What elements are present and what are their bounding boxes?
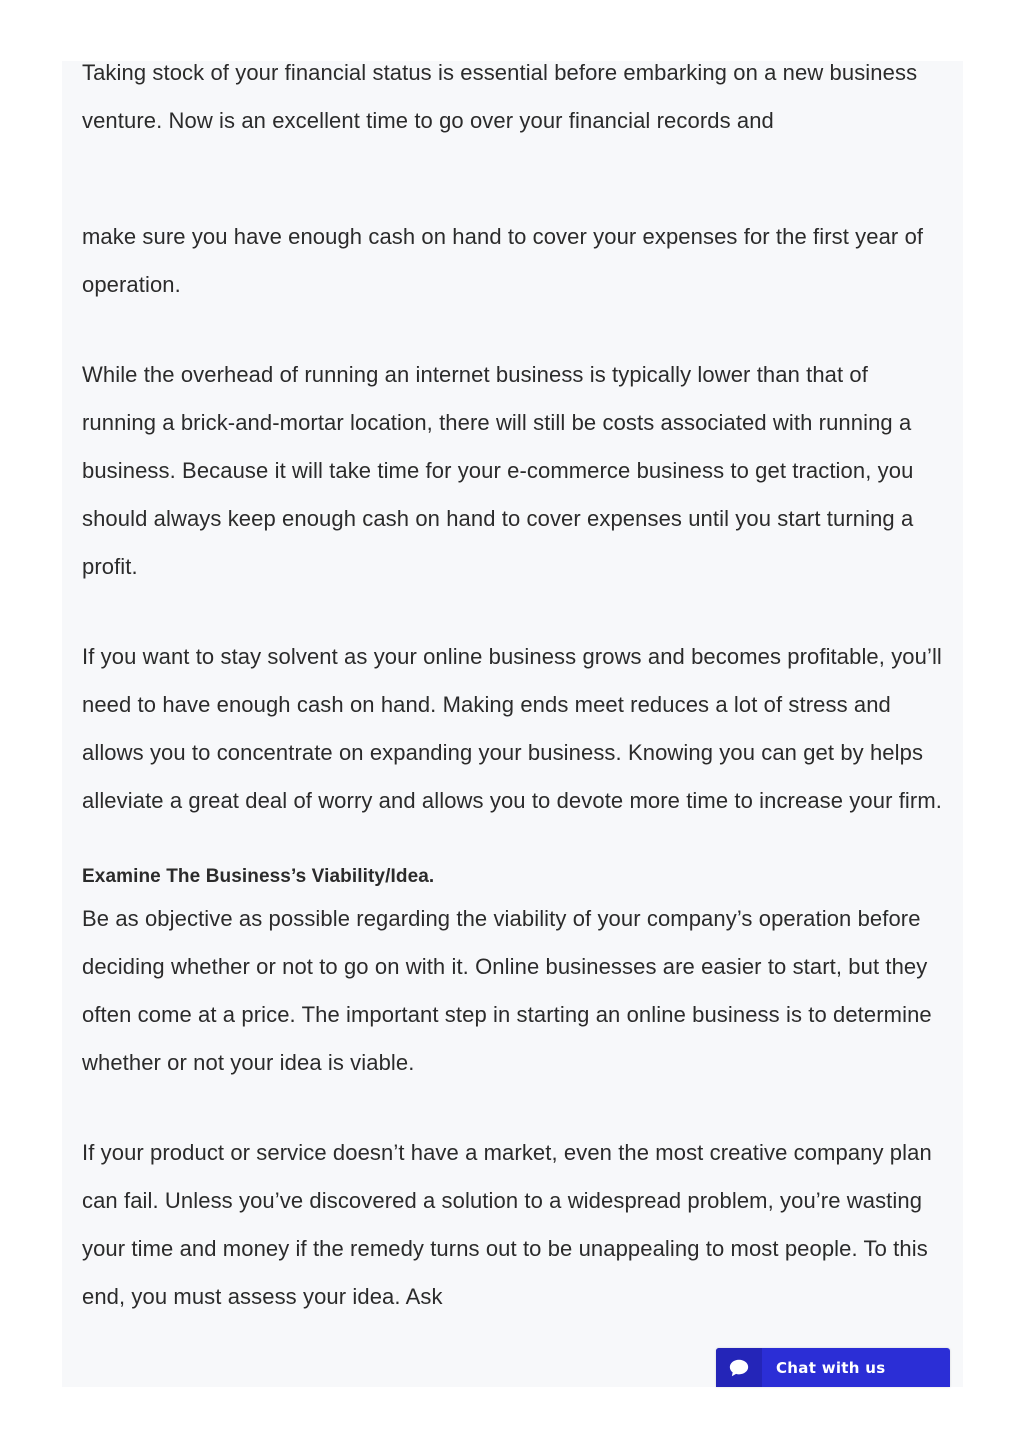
- article-paragraph: If you want to stay solvent as your online business grows and becomes profitable, you’ll need to have enough cash on hand. Making ends meet reduces a lot of stress and allows you to concentrate on expanding your business. Knowing you can get by helps alleviate a great deal of worry and allows you to devote more time to increase your firm.: [82, 644, 942, 813]
- chat-widget-button[interactable]: [716, 1348, 950, 1387]
- article-body: [82, 61, 944, 1321]
- article-container: [62, 61, 963, 1387]
- article-paragraph: If your product or service doesn’t have a market, even the most creative company plan can fail. Unless you’ve discovered a solution to a widespread problem, you’re wasting your time and money if the remedy turns out to be unappealing to most people. To this end, you must assess your idea. Ask: [82, 1140, 932, 1309]
- section-heading: Examine The Business’s Viability/Idea.: [82, 866, 435, 887]
- chat-bubble-icon: [716, 1348, 762, 1387]
- article-paragraph: Taking stock of your financial status is essential before embarking on a new business venture. Now is an excellent time to go over your financial records and: [82, 61, 918, 133]
- article-paragraph: While the overhead of running an internet business is typically lower than that of running a brick-and-mortar location, there will still be costs associated with running a business. Because it will take time for your e-commerce business to get traction, you should always keep enough cash on hand to cover expenses until you start turning a profit.: [82, 362, 914, 579]
- chat-widget-label: Chat with us: [776, 1358, 886, 1377]
- article-paragraph: Be as objective as possible regarding the viability of your company’s operation before deciding whether or not to go on with it. Online businesses are easier to start, but they often come at a price. The important step in starting an online business is to determine whether or not your idea is viable.: [82, 906, 932, 1075]
- article-paragraph: make sure you have enough cash on hand to cover your expenses for the first year of operation.: [82, 224, 924, 297]
